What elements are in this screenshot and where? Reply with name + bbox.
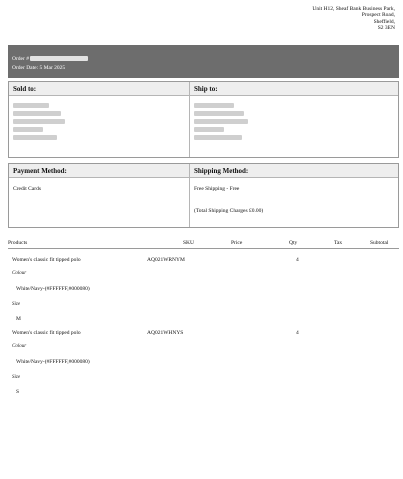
payment-shipping-box — [8, 163, 399, 228]
redacted-line — [194, 110, 248, 118]
address-line-1: Unit H12, Sheaf Bank Business Park, — [312, 6, 395, 12]
redacted-line — [13, 102, 65, 110]
col-tax: Tax — [334, 240, 343, 246]
ship-to-title: Ship to: — [194, 84, 218, 93]
order-header-bar — [8, 45, 399, 78]
store-address — [312, 6, 395, 32]
payment-method-value: Credit Cards — [13, 186, 41, 192]
item-sku: AQ021WHNYS — [147, 330, 184, 336]
size-label: Size — [12, 375, 21, 380]
item-name: Women's classic fit tipped polo — [12, 330, 81, 336]
col-qty: Qty — [289, 240, 298, 246]
address-box — [8, 81, 399, 158]
col-sku: SKU — [183, 240, 195, 246]
address-line-3: Sheffield, — [373, 18, 395, 25]
colour-label: Colour — [12, 344, 27, 349]
shipping-method-value: Free Shipping - Free — [194, 186, 240, 192]
colour-value: White/Navy-(#FFFFFF,#000080) — [16, 286, 90, 292]
item-sku: AQ021WRNYM — [147, 257, 185, 263]
size-value: S — [16, 389, 20, 395]
payment-method-title: Payment Method: — [13, 166, 67, 175]
redacted-line — [13, 110, 65, 118]
sold-to-title: Sold to: — [13, 84, 37, 93]
sold-to-address — [13, 102, 65, 142]
order-date: Order Date: 5 Mar 2025 — [12, 65, 66, 71]
payment-divider — [189, 164, 190, 227]
redacted-line — [194, 126, 248, 134]
col-products: Products — [8, 240, 28, 246]
address-divider — [189, 82, 190, 157]
address-line-2: Prospect Road, — [361, 12, 395, 19]
redacted-line — [194, 102, 248, 110]
order-number-line — [12, 56, 88, 62]
redacted-line — [13, 134, 65, 142]
colour-value: White/Navy-(#FFFFFF,#000080) — [16, 359, 90, 365]
col-subtotal: Subtotal — [370, 240, 389, 246]
colour-label: Colour — [12, 271, 27, 276]
payment-shipping-header — [9, 164, 398, 178]
redacted-line — [13, 126, 65, 134]
redacted-order-number — [30, 56, 88, 61]
size-value: M — [16, 316, 21, 322]
order-number-label: Order # — [12, 56, 31, 62]
redacted-line — [194, 134, 248, 142]
item-name: Women's classic fit tipped polo — [12, 257, 81, 263]
item-qty: 4 — [296, 257, 299, 263]
ship-to-address — [194, 102, 248, 142]
shipping-method-title: Shipping Method: — [194, 166, 249, 175]
item-qty: 4 — [296, 330, 299, 336]
size-label: Size — [12, 302, 21, 307]
products-table-header — [8, 238, 399, 249]
shipping-total: (Total Shipping Charges £0.00) — [194, 208, 264, 214]
col-price: Price — [231, 240, 243, 246]
address-box-header — [9, 82, 398, 96]
address-line-4: S2 3EN — [377, 25, 395, 32]
redacted-line — [13, 118, 65, 126]
redacted-line — [194, 118, 248, 126]
